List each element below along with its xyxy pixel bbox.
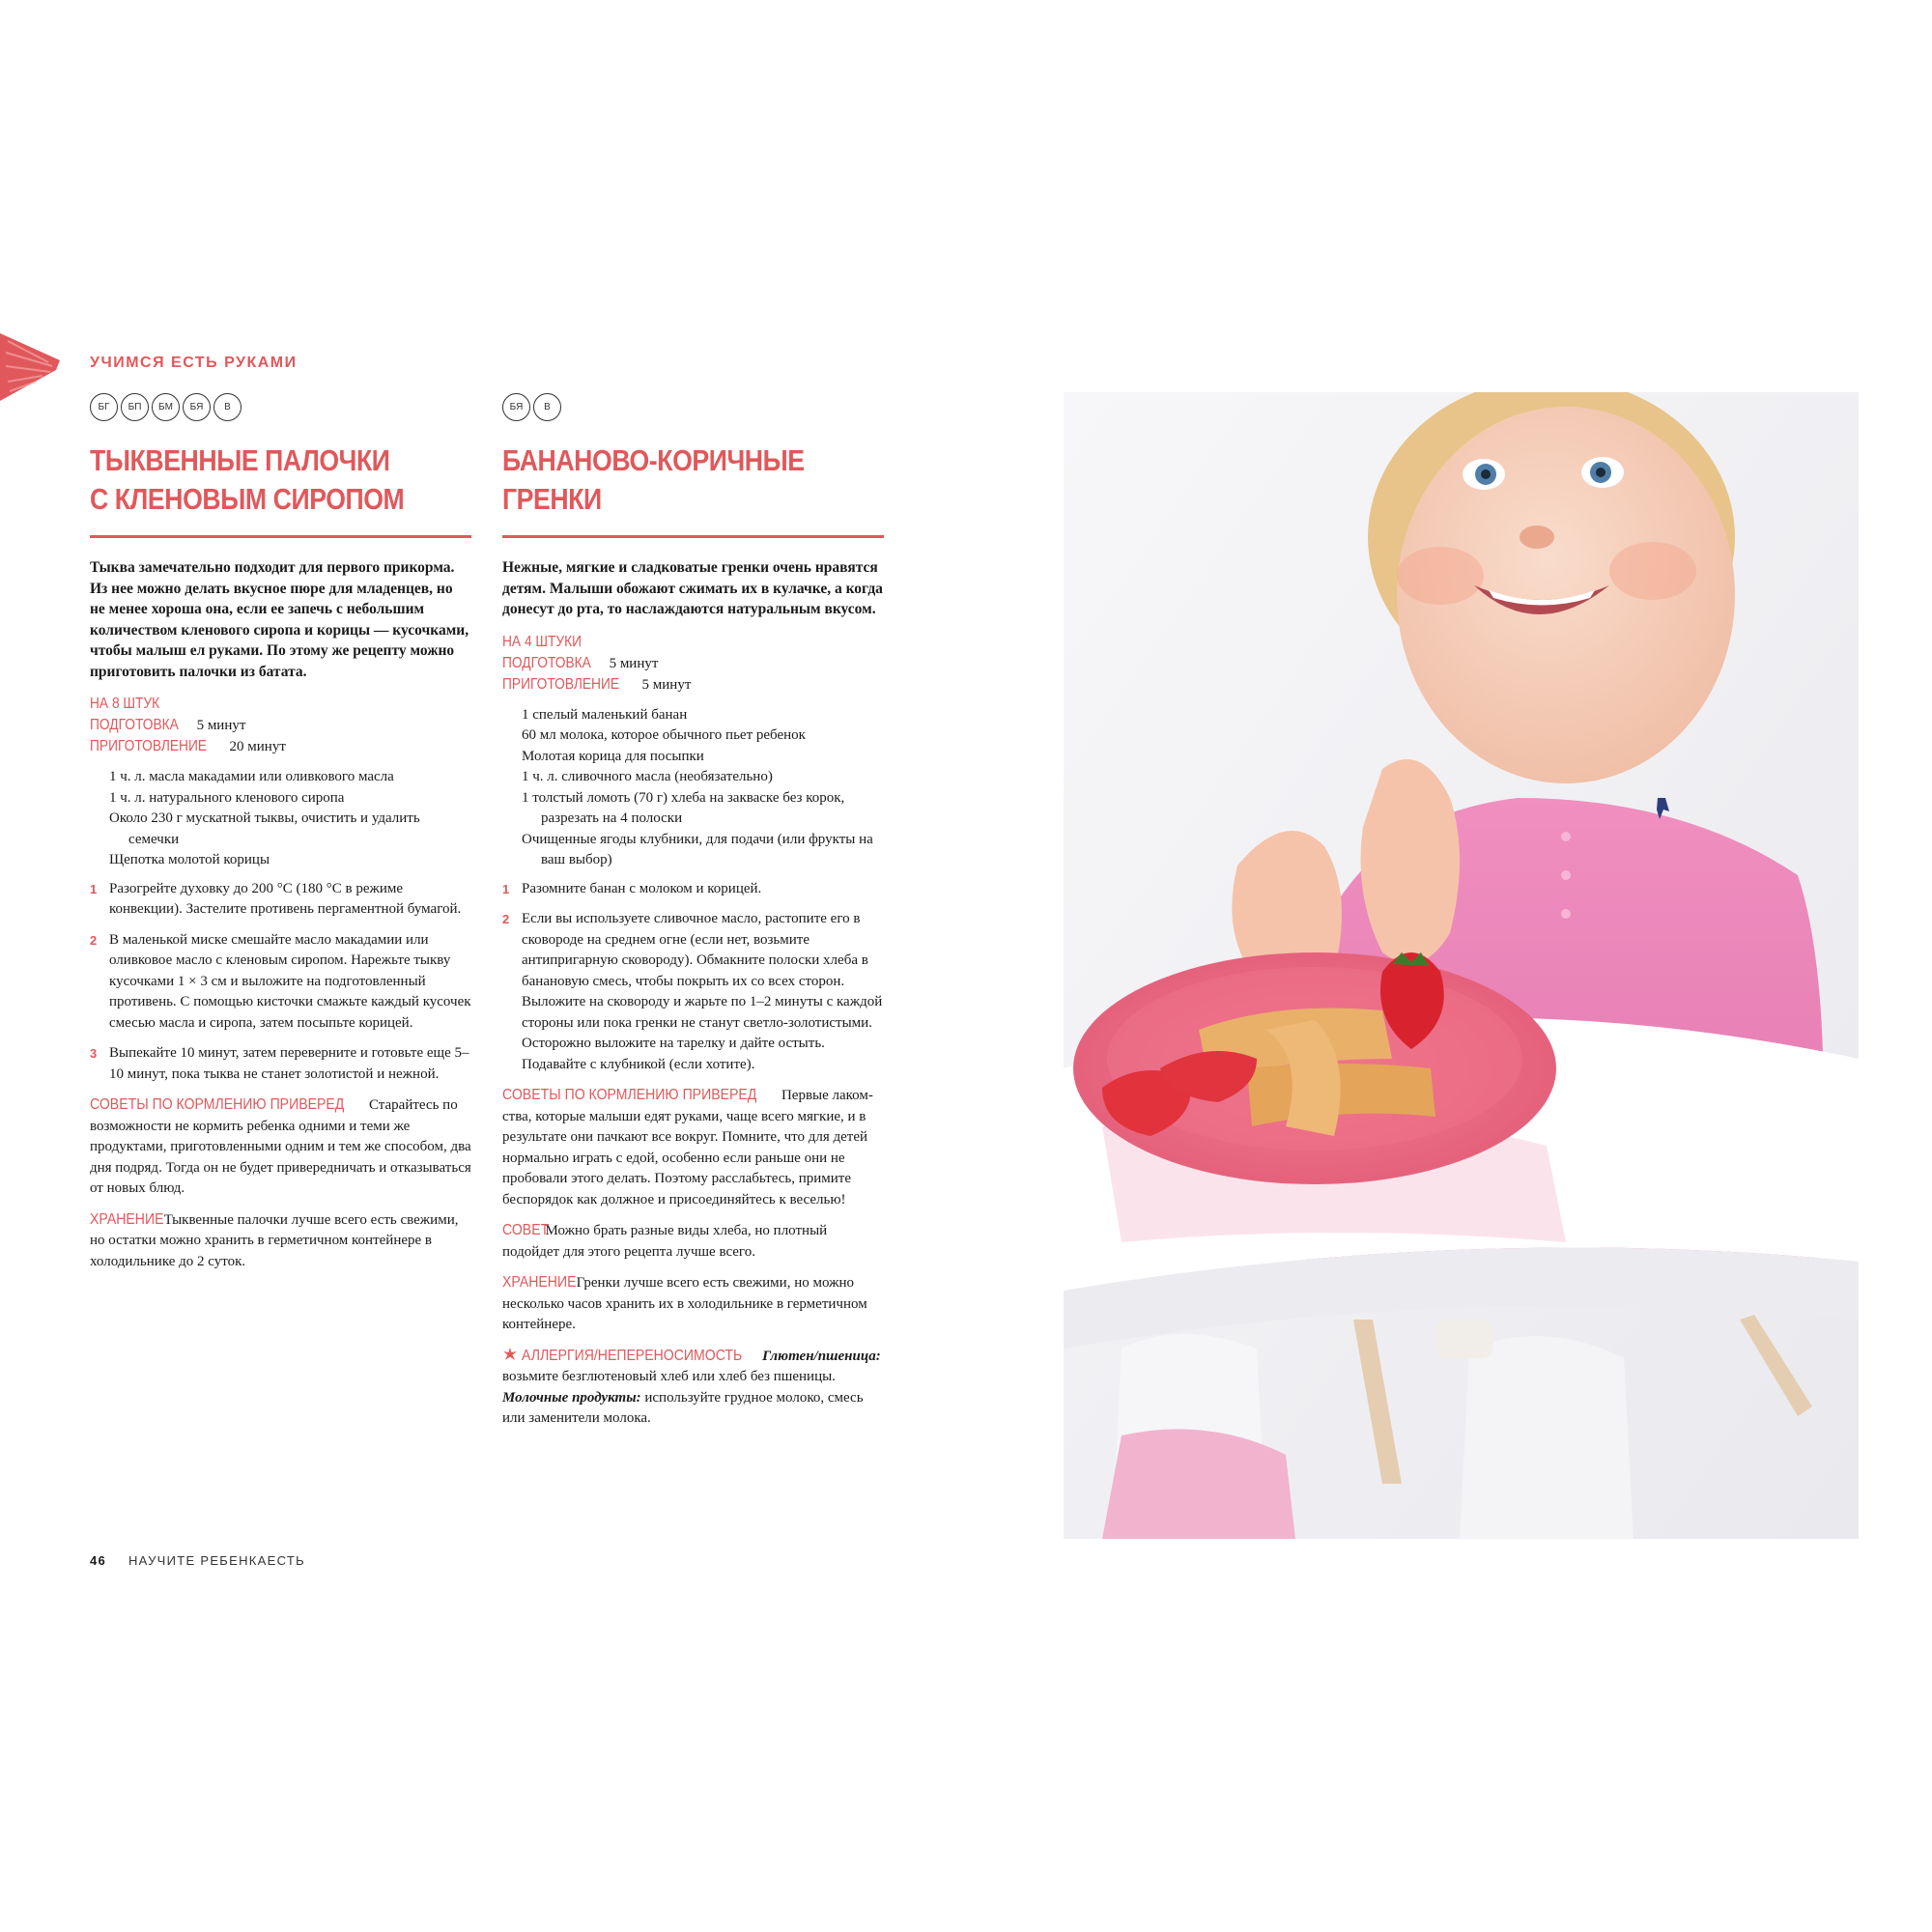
recipe-pumpkin-sticks	[90, 391, 471, 1282]
feeding-tips	[90, 1094, 471, 1200]
feeding-tips	[502, 1085, 884, 1210]
diet-badges	[90, 391, 471, 422]
allergy-label: АЛЛЕРГИЯ/НЕПЕРЕНОСИМОСТЬ	[522, 1347, 743, 1364]
step-text: Разогрейте духовку до 200 °C (180 °C в режиме конвекции). Застелите противень пергаментной бумагой.	[109, 880, 462, 917]
recipe-intro: Нежные, мягкие и сладковатые гренки очень нравятся детям. Малыши обожают сжимать их в кулачке, а когда донесут до рта, то наслаждаются натуральным вкусом.	[502, 559, 883, 617]
recipe-intro: Тыква замечательно подходит для первого прикорма. Из нее можно делать вкусное пюре для младенцев, но не менее хороша она, если ее запечь с небольшим количеством кленового сиропа и корицы — кусочками, чтобы малыш ел руками. По этому же рецепту можно приготовить палочки из батата.	[90, 559, 469, 680]
yield-label: НА 4 ШТУКИ	[502, 633, 582, 650]
page-footer	[90, 1553, 305, 1568]
ingredient-item: Около 230 г мускатной тыквы, очистить и удалить семечки	[109, 810, 420, 847]
diet-badge: БП	[121, 393, 149, 421]
prep-value: 5 минут	[609, 655, 659, 671]
diet-badges	[502, 391, 884, 422]
step-number: 1	[90, 881, 98, 896]
step-text: В маленькой миске смешайте масло макадамии или оливковое масло с кленовым сиропом. Нарежьте тыкву кусочками 1 × 3 см и выложите на подготовленный противень. С помощью кисточки смажьте каждый кусочек смесью масла и сиропа, затем посыпьте корицей.	[109, 931, 471, 1031]
prep-label: ПОДГОТОВКА	[502, 654, 591, 671]
step-item	[90, 1043, 471, 1085]
feeding-tips-label: СОВЕТЫ ПО КОРМЛЕНИЮ ПРИВЕРЕД	[502, 1087, 757, 1103]
ingredient-item: 1 ч. л. масла макадамии или оливкового масла	[109, 769, 394, 784]
storage-text: Гренки лучше всего есть свежими, но можно несколько часов хранить их в холодильнике в герметичном контейнере.	[502, 1275, 867, 1332]
allergy-gluten-label: Глютен/пшеница:	[762, 1348, 881, 1364]
cook-value: 20 минут	[229, 739, 286, 754]
step-number: 2	[502, 912, 510, 926]
allergy-dairy-label: Молочные продукты:	[502, 1389, 641, 1406]
ingredient-item: 60 мл молока, которое обычного пьет ребенок	[522, 727, 806, 743]
ingredients-list	[90, 767, 471, 871]
ingredient-item: Очищенные ягоды клубники, для подачи (или фрукты на ваш выбор)	[522, 831, 873, 867]
allergy-dairy-text: используйте грудное молоко, смесь или заменители молока.	[502, 1389, 864, 1426]
allergy-icon	[502, 1347, 518, 1362]
title-divider	[502, 535, 884, 538]
step-text: Выпекайте 10 минут, затем переверните и готовьте еще 5–10 минут, пока тыква не станет золотистой и нежной.	[109, 1045, 469, 1082]
diet-badge: БГ	[90, 393, 118, 421]
allergy-note	[502, 1346, 884, 1430]
step-item	[502, 909, 884, 1075]
advice-note	[502, 1220, 884, 1263]
recipe-banana-toast	[502, 391, 884, 1439]
feeding-tips-label: СОВЕТЫ ПО КОРМЛЕНИЮ ПРИВЕРЕД	[90, 1096, 345, 1113]
ingredient-item: 1 ч. л. натурального кленового сиропа	[109, 789, 345, 806]
storage-note	[502, 1272, 884, 1336]
storage-label: ХРАНЕНИЕ	[502, 1274, 577, 1291]
steps-list	[90, 879, 471, 1086]
step-number: 1	[502, 881, 510, 896]
ingredient-item: 1 спелый маленький банан	[522, 706, 688, 723]
advice-text: Можно брать разные виды хлеба, но плотный подойдет для этого рецепта лучше всего.	[502, 1223, 828, 1260]
section-label: УЧИМСЯ ЕСТЬ РУКАМИ	[90, 355, 298, 371]
recipe-meta	[502, 632, 884, 696]
storage-label: ХРАНЕНИЕ	[90, 1210, 164, 1228]
ingredient-item: 1 толстый ломоть (70 г) хлеба на закваске без корок, разрезать на 4 полоски	[522, 789, 845, 826]
book-title: НАУЧИТЕ РЕБЕНКАЕСТЬ	[128, 1553, 305, 1568]
ingredient-item: Щепотка молотой корицы	[109, 852, 270, 867]
diet-badge: БЯ	[183, 393, 211, 421]
feeding-tips-text: Первые лакомства, которые малыши едят руками, чаще всего мягкие, и в результате они пачкают все вокруг. Помните, что для детей нормально играть с едой, особенно если раньше они не пробовали этого делать. Поэтому расслабьтесь, примите беспорядок как должное и присоединяйтесь к веселью!	[502, 1088, 873, 1208]
recipe-title-line: ГРЕНКИ	[502, 482, 602, 516]
prep-value: 5 минут	[196, 718, 246, 733]
cook-value: 5 минут	[641, 676, 692, 693]
prep-label: ПОДГОТОВКА	[90, 717, 179, 733]
storage-text: Тыквенные палочки лучше всего есть свежими, но остатки можно хранить в герметичном контейнере в холодильнике до 2 суток.	[90, 1211, 459, 1269]
step-number: 2	[90, 932, 98, 948]
step-item	[90, 930, 471, 1035]
title-divider	[90, 535, 471, 538]
recipe-title	[90, 441, 418, 519]
step-item	[90, 879, 471, 921]
diet-badge: В	[213, 393, 242, 421]
recipe-title-line: ТЫКВЕННЫЕ ПАЛОЧКИ	[90, 443, 390, 477]
advice-label: СОВЕТ	[502, 1222, 550, 1238]
recipe-title-line: С КЛЕНОВЫМ СИРОПОМ	[90, 482, 405, 516]
baby-photo	[1064, 392, 1859, 1539]
steps-list	[502, 879, 884, 1076]
storage-note	[90, 1209, 471, 1273]
step-number: 3	[90, 1046, 98, 1061]
ingredient-item: 1 ч. л. сливочного масла (необязательно)	[522, 769, 773, 784]
recipe-title	[502, 441, 831, 519]
ingredients-list	[502, 705, 884, 871]
yield-label: НА 8 ШТУК	[90, 696, 160, 712]
diet-badge: БМ	[152, 393, 180, 421]
cook-label: ПРИГОТОВЛЕНИЕ	[502, 675, 620, 693]
feeding-tips-text: Старайтесь по возможности не кормить ребенка одними и теми же продуктами, приготовленными одним и тем же способом, два дня подряд. Тогда он не будет привередничать и отказываться от новых блюд.	[90, 1097, 471, 1196]
step-item	[502, 879, 884, 900]
baby-photo-illustration	[1064, 392, 1859, 1539]
diet-badge: БЯ	[502, 393, 530, 421]
step-text: Если вы используете сливочное масло, растопите его в сковороде на среднем огне (если нет, возьмите антипригарную сковороду). Обмакните полоски хлеба в банановую смесь, чтобы покрыть их со всех сторон. Выложите на сковороду и жарьте по 1–2 минуты с каждой стороны или пока гренки не станут светло-золотистыми. Осторожно выложите на тарелку и дайте остыть. Подавайте с клубникой (если хотите).	[522, 911, 883, 1072]
ingredient-item: Молотая корица для посыпки	[522, 748, 704, 764]
diet-badge: В	[533, 393, 561, 421]
page-number: 46	[90, 1553, 107, 1568]
allergy-gluten-text: возьмите безглютеновый хлеб или хлеб без пшеницы.	[502, 1369, 836, 1384]
recipe-meta	[90, 694, 471, 757]
section-tab-marker	[0, 333, 60, 401]
step-text: Разомните банан с молоком и корицей.	[522, 880, 762, 896]
cook-label: ПРИГОТОВЛЕНИЕ	[90, 738, 208, 754]
recipe-title-line: БАНАНОВО-КОРИЧНЫЕ	[502, 443, 805, 477]
